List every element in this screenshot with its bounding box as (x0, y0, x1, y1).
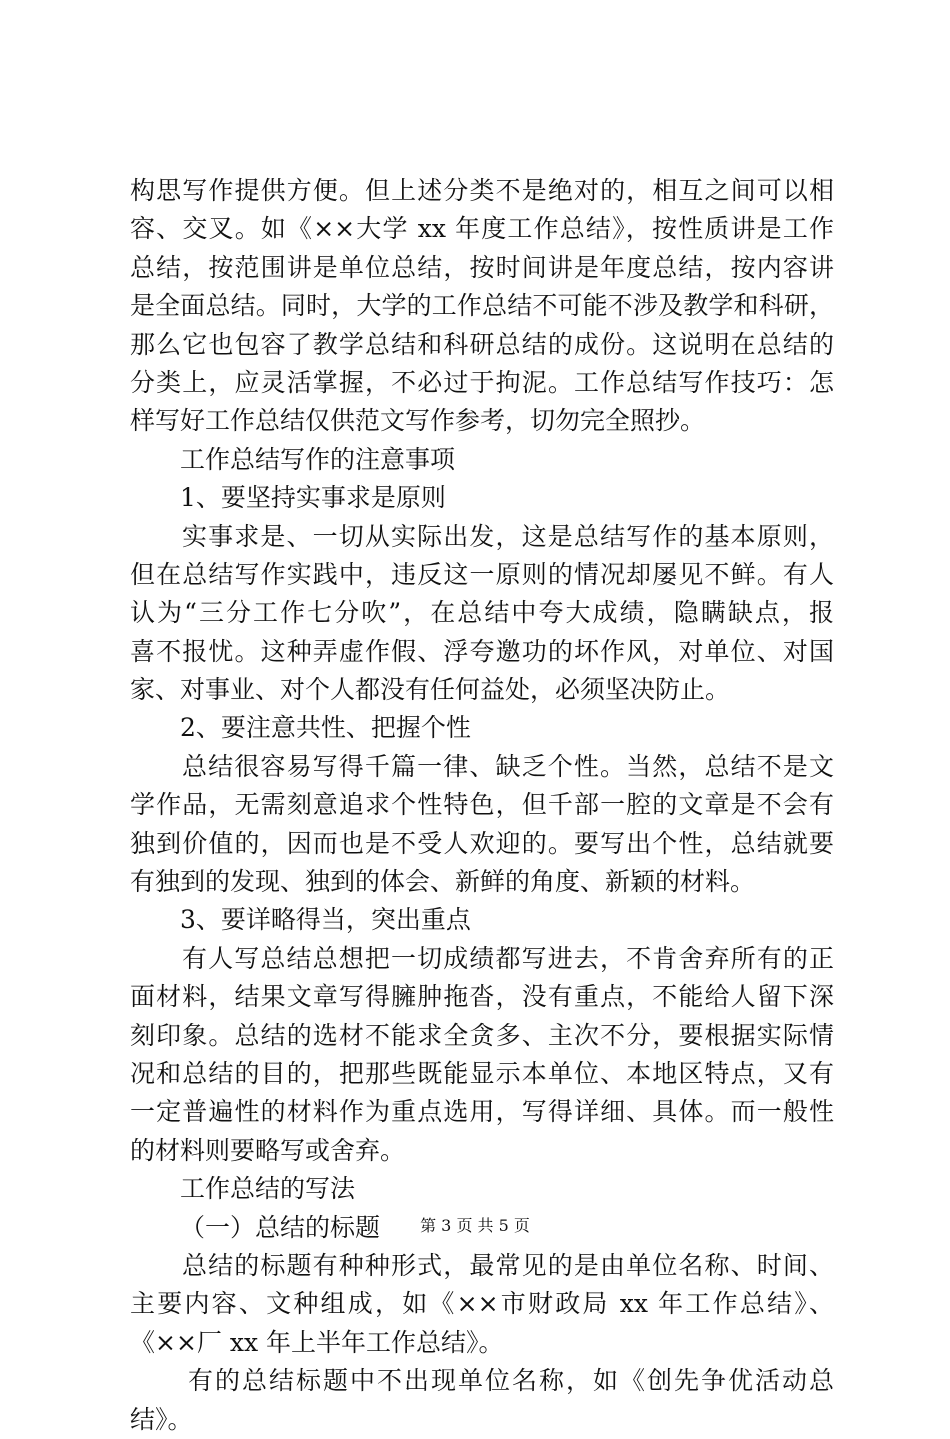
text-line: 的材料则要略写或舍弃。 (130, 1135, 406, 1165)
text-line: 主要内容、文种组成，如《××市财政局 xx 年工作总结》、 (130, 1289, 834, 1319)
text-line: 总结，按范围讲是单位总结，按时间讲是年度总结，按内容讲 (130, 252, 834, 282)
text-line: 况和总结的目的，把那些既能显示本单位、本地区特点，又有 (130, 1058, 834, 1088)
text-line: 一定普遍性的材料作为重点选用，写得详细、具体。而一般性 (130, 1097, 834, 1127)
text-line: 样写好工作总结仅供范文写作参考，切勿完全照抄。 (130, 406, 706, 436)
text-line: 学作品，无需刻意追求个性特色，但千部一腔的文章是不会有 (130, 790, 834, 820)
text-line: 总结很容易写得千篇一律、缺乏个性。当然，总结不是文 (182, 751, 834, 781)
text-line: 但在总结写作实践中，违反这一原则的情况却屡见不鲜。有人 (130, 559, 834, 589)
document-body (130, 172, 837, 1439)
text-line: 那么它也包容了教学总结和科研总结的成份。这说明在总结的 (130, 329, 834, 359)
text-line: 实事求是、一切从实际出发，这是总结写作的基本原则， (182, 521, 834, 551)
text-line: 结》。 (130, 1404, 193, 1434)
text-line: 《××厂 xx 年上半年工作总结》。 (130, 1327, 504, 1357)
section-heading: 工作总结的写法 (180, 1174, 356, 1204)
text-line: 构思写作提供方便。但上述分类不是绝对的，相互之间可以相 (130, 176, 834, 205)
text-line: 是全面总结。同时，大学的工作总结不可能不涉及教学和科研， (130, 291, 834, 321)
subsection-heading: 2、要注意共性、把握个性 (180, 713, 471, 743)
text-line: 面材料，结果文章写得臃肿拖沓，没有重点，不能给人留下深 (130, 982, 834, 1012)
section-heading: 工作总结写作的注意事项 (180, 444, 456, 474)
subsection-heading: （一）总结的标题 (180, 1212, 381, 1242)
text-line: 认为“三分工作七分吹”，在总结中夸大成绩，隐瞒缺点，报 (130, 598, 834, 628)
text-line: 有独到的发现、独到的体会、新鲜的角度、新颖的材料。 (130, 867, 756, 897)
text-line: 刻印象。总结的选材不能求全贪多、主次不分，要根据实际情 (130, 1020, 834, 1050)
text-line: 家、对事业、对个人都没有任何益处，必须坚决防止。 (130, 675, 731, 705)
page-number-footer: 第 3 页 共 5 页 (420, 1216, 530, 1235)
text-line: 分类上，应灵活掌握，不必过于拘泥。工作总结写作技巧：怎 (130, 367, 834, 397)
text-line: 有人写总结总想把一切成绩都写进去，不肯舍弃所有的正 (182, 943, 834, 973)
text-line: 喜不报忧。这种弄虚作假、浮夸邀功的坏作风，对单位、对国 (130, 636, 834, 666)
text-line: 总结的标题有种种形式，最常见的是由单位名称、时间、 (182, 1250, 834, 1280)
text-line: 容、交叉。如《××大学 xx 年度工作总结》，按性质讲是工作 (130, 214, 834, 244)
text-line: 独到价值的，因而也是不受人欢迎的。要写出个性，总结就要 (130, 828, 834, 858)
subsection-heading: 3、要详略得当，突出重点 (180, 905, 471, 935)
subsection-heading: 1、要坚持实事求是原则 (180, 483, 446, 513)
text-line: 有的总结标题中不出现单位名称，如《创先争优活动总 (188, 1366, 837, 1396)
